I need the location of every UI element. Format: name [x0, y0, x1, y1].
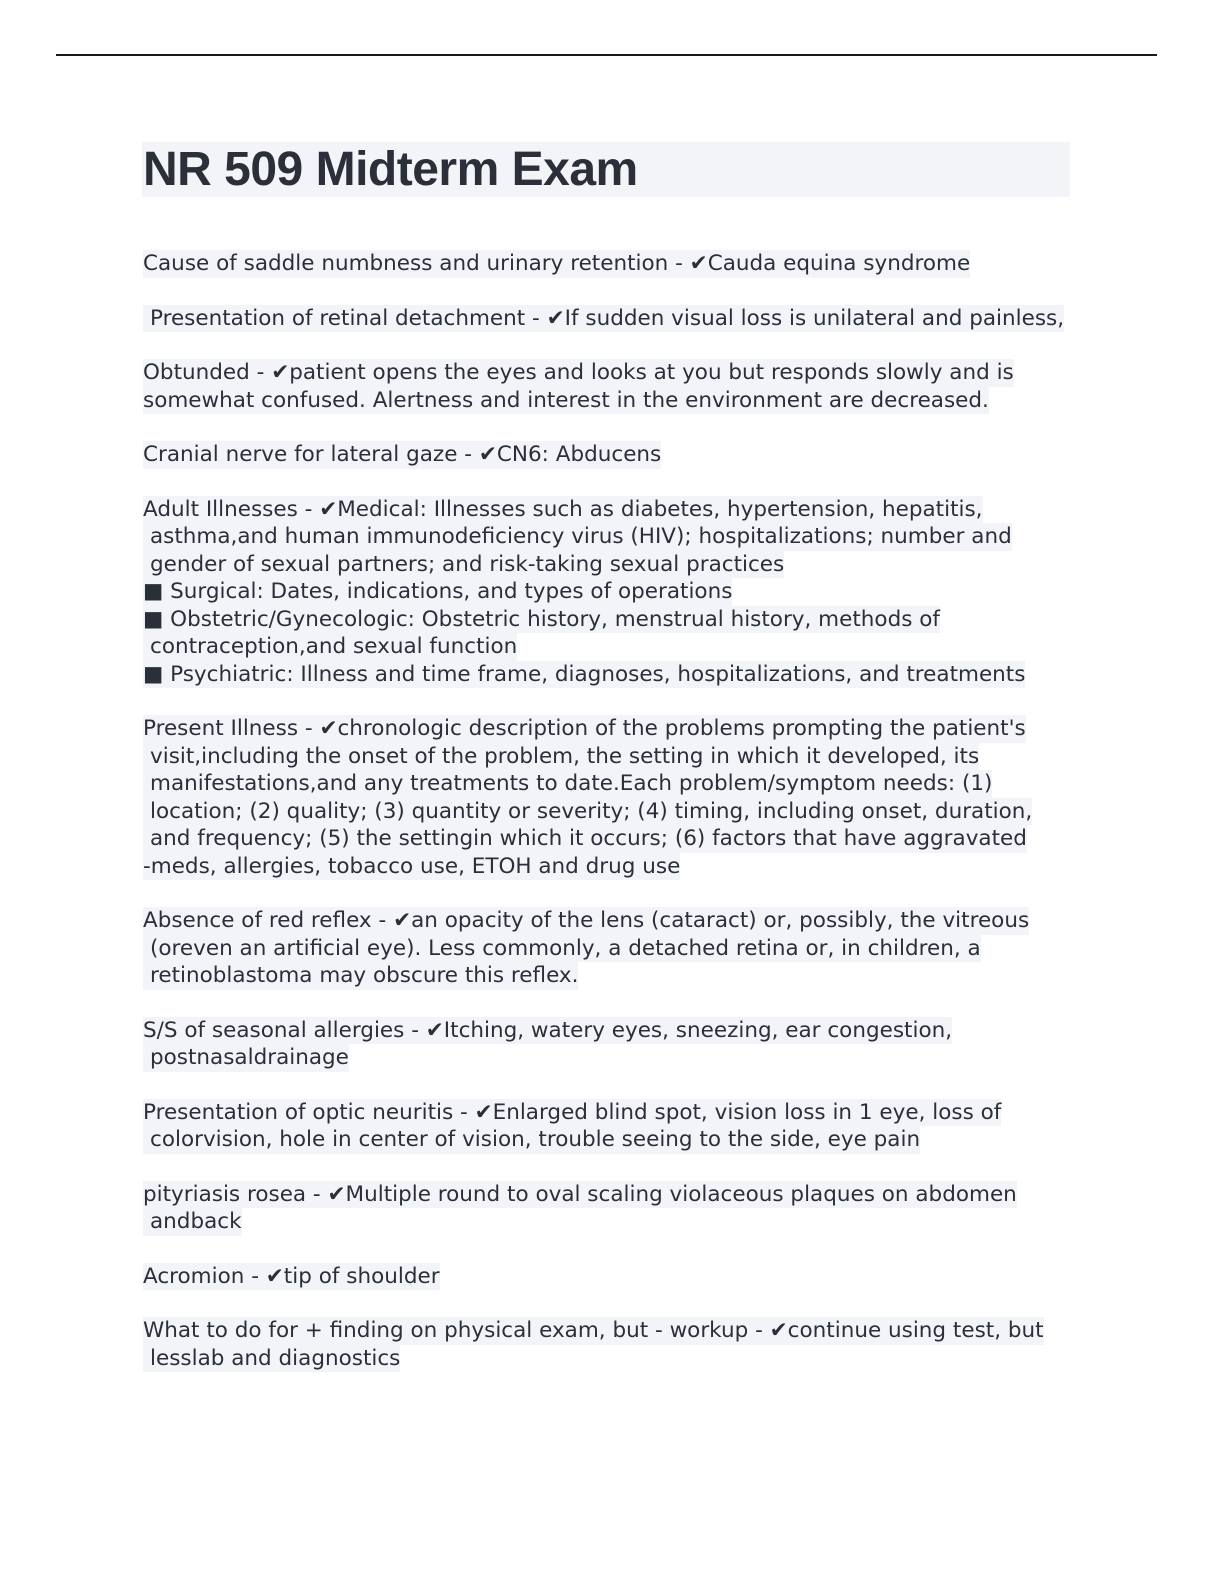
- flashcard-entry: [143, 1099, 1088, 1154]
- entry-definition-line: somewhat confused. Alertness and interest in the environment are decreased.: [143, 387, 989, 413]
- flashcard-entry: [143, 1017, 1088, 1072]
- entry-definition-line: postnasaldrainage: [143, 1044, 349, 1072]
- entry-definition-line: -meds, allergies, tobacco use, ETOH and drug use: [143, 853, 681, 879]
- entry-definition-line: contraception,and sexual function: [143, 633, 517, 661]
- flashcard-entry: [143, 1263, 1088, 1291]
- entry-definition-line: gender of sexual partners; and risk-taking sexual practices: [143, 551, 784, 579]
- entry-term-line: Absence of red reflex - ✔an opacity of the lens (cataract) or, possibly, the vitreous: [143, 908, 1030, 933]
- entry-definition-line: and frequency; (5) the settingin which it occurs; (6) factors that have aggravated: [143, 825, 1027, 853]
- flashcard-entry: [143, 250, 1088, 278]
- entry-definition-line: ■ Psychiatric: Illness and time frame, diagnoses, hospitalizations, and treatments: [143, 661, 1026, 687]
- entry-definition-line: lesslab and diagnostics: [143, 1345, 400, 1373]
- flashcard-entry: [143, 1317, 1088, 1372]
- entry-term-line: Acromion - ✔tip of shoulder: [143, 1263, 440, 1289]
- entry-definition-line: andback: [143, 1208, 242, 1236]
- entry-term-line: What to do for + finding on physical exam, but - workup - ✔continue using test, but: [143, 1318, 1044, 1343]
- entry-term-line: Cause of saddle numbness and urinary retention - ✔Cauda equina syndrome: [143, 251, 971, 276]
- entry-term-line: Cranial nerve for lateral gaze - ✔CN6: Abducens: [143, 442, 662, 467]
- flashcard-entry: [143, 907, 1088, 990]
- entry-definition-line: manifestations,and any treatments to date.Each problem/symptom needs: (1): [143, 770, 992, 798]
- entry-definition-line: location; (2) quality; (3) quantity or severity; (4) timing, including onset, duration,: [143, 798, 1032, 826]
- entry-definition-line: (oreven an artificial eye). Less commonly, a detached retina or, in children, a: [143, 935, 981, 963]
- flashcard-entry: [143, 305, 1088, 333]
- flashcard-entry: [143, 496, 1088, 689]
- flashcard-entry: [143, 359, 1088, 414]
- entry-term-line: Adult Illnesses - ✔Medical: Illnesses such as diabetes, hypertension, hepatitis,: [143, 496, 983, 522]
- document-title: NR 509 Midterm Exam: [143, 143, 638, 196]
- entry-definition-line: ■ Surgical: Dates, indications, and types of operations: [143, 579, 733, 604]
- entry-term-line: Obtunded - ✔patient opens the eyes and looks at you but responds slowly and is: [143, 360, 1014, 385]
- entry-definition-line: colorvision, hole in center of vision, trouble seeing to the side, eye pain: [143, 1126, 920, 1154]
- flashcard-list: [143, 250, 1088, 1399]
- entry-term-line: S/S of seasonal allergies - ✔Itching, watery eyes, sneezing, ear congestion,: [143, 1017, 953, 1043]
- entry-term-line: Present Illness - ✔chronologic description of the problems prompting the patient's: [143, 716, 1026, 741]
- entry-term-line: pityriasis rosea - ✔Multiple round to oval scaling violaceous plaques on abdomen: [143, 1181, 1017, 1207]
- flashcard-entry: [143, 1181, 1088, 1236]
- entry-term-line: Presentation of optic neuritis - ✔Enlarged blind spot, vision loss in 1 eye, loss of: [143, 1099, 1002, 1125]
- entry-definition-line: ■ Obstetric/Gynecologic: Obstetric history, menstrual history, methods of: [143, 606, 940, 632]
- flashcard-entry: [143, 715, 1088, 880]
- entry-term-line: Presentation of retinal detachment - ✔If sudden visual loss is unilateral and painless,: [143, 305, 1064, 333]
- entry-definition-line: asthma,and human immunodeficiency virus (HIV); hospitalizations; number and: [143, 523, 1012, 551]
- entry-definition-line: visit,including the onset of the problem, the setting in which it developed, its: [143, 743, 979, 771]
- entry-definition-line: retinoblastoma may obscure this reflex.: [143, 962, 578, 990]
- flashcard-entry: [143, 441, 1088, 469]
- top-horizontal-rule: [56, 54, 1157, 56]
